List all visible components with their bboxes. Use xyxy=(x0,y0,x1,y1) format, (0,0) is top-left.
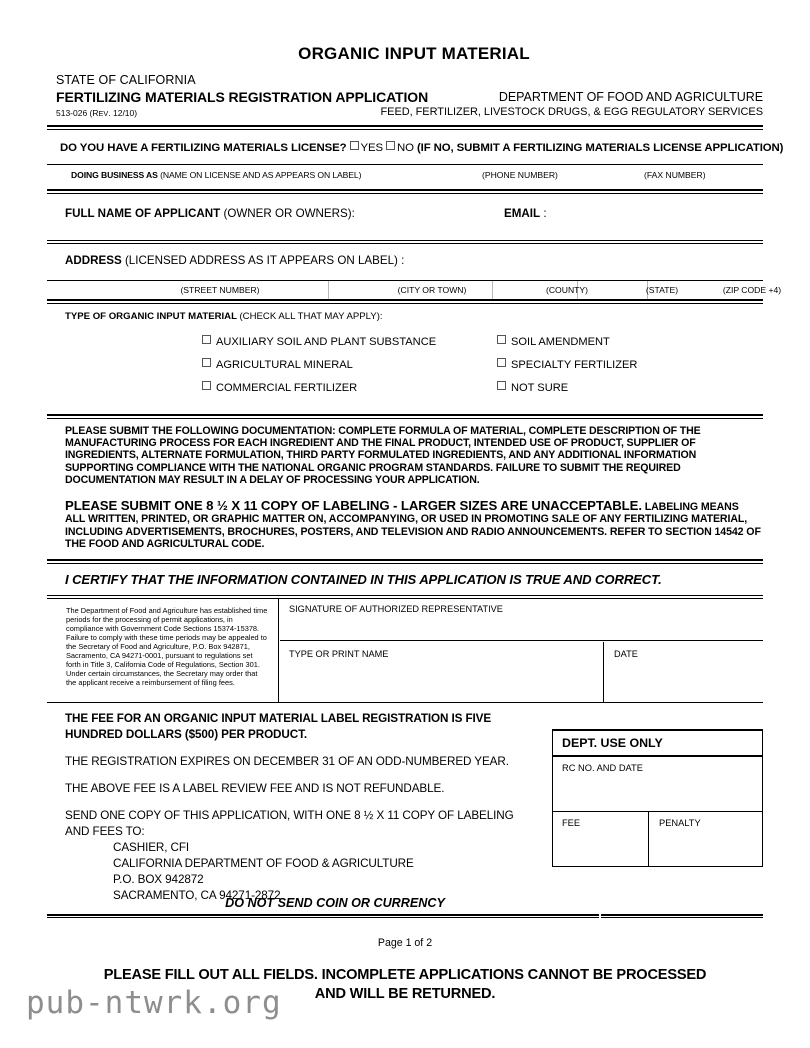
dept-fee-field[interactable] xyxy=(553,812,649,866)
checkbox-material-type-1[interactable] xyxy=(497,335,506,344)
material-type-option-label-1: SOIL AMENDMENT xyxy=(511,335,610,348)
fee-line-refund: THE ABOVE FEE IS A LABEL REVIEW FEE AND IS NOT REFUNDABLE. xyxy=(65,781,445,795)
fee-line-expiration: THE REGISTRATION EXPIRES ON DECEMBER 31 OF AN ODD-NUMBERED YEAR. xyxy=(65,754,509,768)
fax-number-label: (FAX NUMBER) xyxy=(644,170,706,180)
rc-number-label: RC NO. AND DATE xyxy=(562,762,643,773)
material-type-option-label-0: AUXILIARY SOIL AND PLANT SUBSTANCE xyxy=(216,335,437,348)
material-type-option-5[interactable] xyxy=(497,381,568,394)
dept-penalty-label: PENALTY xyxy=(659,817,701,828)
dba-label: DOING BUSINESS AS (NAME ON LICENSE AND AS APPEARS ON LABEL) xyxy=(71,170,362,180)
certification-statement: I CERTIFY THAT THE INFORMATION CONTAINED IN THIS APPLICATION IS TRUE AND CORRECT. xyxy=(65,572,662,587)
license-note: (IF NO, SUBMIT A FERTILIZING MATERIALS LICENSE APPLICATION) xyxy=(416,142,784,154)
checkbox-license-no[interactable] xyxy=(386,141,395,150)
application-title: FERTILIZING MATERIALS REGISTRATION APPLICATION xyxy=(56,89,429,105)
material-type-option-label-2: AGRICULTURAL MINERAL xyxy=(216,358,353,371)
dba-row[interactable] xyxy=(47,165,763,189)
address-column-label-1: (CITY OR TOWN) xyxy=(397,284,467,295)
address-label: ADDRESS (LICENSED ADDRESS AS IT APPEARS ON LABEL) : xyxy=(65,253,405,267)
signature-field[interactable] xyxy=(280,599,763,641)
material-type-option-0[interactable] xyxy=(202,335,436,348)
form-number: 513-026 (REV. 12/10) xyxy=(56,108,138,118)
address-column-label-3: (STATE) xyxy=(645,284,679,295)
material-type-option-label-4: COMMERCIAL FERTILIZER xyxy=(216,381,358,394)
print-name-label: TYPE OR PRINT NAME xyxy=(289,648,389,659)
checkbox-material-type-4[interactable] xyxy=(202,381,211,390)
address-column-label-2: (COUNTY) xyxy=(545,284,588,295)
divider-bottom xyxy=(47,914,763,918)
license-yes-label: YES xyxy=(360,142,383,154)
material-type-option-3[interactable] xyxy=(497,358,637,371)
mail-address-line-0: CASHIER, CFI xyxy=(113,840,190,854)
fee-line-and-fees-to: AND FEES TO: xyxy=(65,824,145,838)
phone-number-label: (PHONE NUMBER) xyxy=(482,170,558,180)
fees-area xyxy=(47,703,763,902)
dept-use-only-title: DEPT. USE ONLY xyxy=(553,731,762,757)
mail-address-line-1: CALIFORNIA DEPARTMENT OF FOOD & AGRICULTURE xyxy=(113,856,414,870)
checkbox-license-yes[interactable] xyxy=(350,141,359,150)
fee-line-send-copy: SEND ONE COPY OF THIS APPLICATION, WITH ONE 8 ½ X 11 COPY OF LABELING xyxy=(65,808,514,822)
header-block xyxy=(47,73,763,125)
applicant-row[interactable] xyxy=(47,194,763,240)
dept-use-only-box xyxy=(552,729,763,867)
license-question-label: DO YOU HAVE A FERTILIZING MATERIALS LICENSE? xyxy=(60,142,347,154)
page-title: ORGANIC INPUT MATERIAL xyxy=(298,44,530,63)
checkbox-material-type-3[interactable] xyxy=(497,358,506,367)
material-type-heading: TYPE OF ORGANIC INPUT MATERIAL (CHECK ALL THAT MAY APPLY): xyxy=(65,310,383,322)
signature-table xyxy=(47,599,763,703)
license-question-row xyxy=(47,130,784,164)
state-line: STATE OF CALIFORNIA xyxy=(56,73,196,87)
applicant-name-label: FULL NAME OF APPLICANT (OWNER OR OWNERS): xyxy=(65,207,355,220)
dept-fee-label: FEE xyxy=(562,817,581,828)
rc-number-field[interactable] xyxy=(553,757,762,812)
labeling-paragraph xyxy=(47,494,763,559)
address-column-divider-0 xyxy=(328,281,329,299)
date-field[interactable] xyxy=(604,642,763,702)
form-sheet xyxy=(47,0,784,1004)
page-number: Page 1 of 2 xyxy=(377,936,433,949)
material-type-option-label-3: SPECIALTY FERTILIZER xyxy=(511,358,638,371)
email-label: EMAIL : xyxy=(504,207,547,220)
do-not-send-notice: DO NOT SEND COIN OR CURRENCY xyxy=(225,895,445,910)
material-type-option-2[interactable] xyxy=(202,358,353,371)
department-name: DEPARTMENT OF FOOD AND AGRICULTURE xyxy=(498,90,763,104)
documentation-paragraph: PLEASE SUBMIT THE FOLLOWING DOCUMENTATION: COMPLETE FORMULA OF MATERIAL, COMPLETE DESCRIPTION OF THE MANUFACTURING PROCESS FOR EACH INGREDIENT AND THE FINAL PRODUCT, INTENDED USE OF PRODUCT, SUPPLIER OF INGREDIENTS, ALTERNATE FORMULATION, THIRD PARTY FORMULATED INGREDIENTS, AND ANY ADDITIONAL INFORMATION SUPPORTING COMPLIANCE WITH THE NATIONAL ORGANIC PROGRAM STANDARDS. FAILURE TO SUBMIT THE REQUIRED DOCUMENTATION MAY RESULT IN A DELAY OF PROCESSING YOUR APPLICATION. xyxy=(65,424,701,487)
date-label: DATE xyxy=(614,648,638,659)
labeling-lead: PLEASE SUBMIT ONE 8 ½ X 11 COPY OF LABELING - LARGER SIZES ARE UNACCEPTABLE. xyxy=(65,497,642,513)
checkbox-material-type-5[interactable] xyxy=(497,381,506,390)
fee-line-1b: HUNDRED DOLLARS ($500) PER PRODUCT. xyxy=(65,727,307,741)
checkbox-material-type-2[interactable] xyxy=(202,358,211,367)
mail-address-line-2: P.O. BOX 942872 xyxy=(113,872,204,886)
mail-address-line-3: SACRAMENTO, CA 94271-2872 xyxy=(113,888,281,902)
fill-all-fields-line2: AND WILL BE RETURNED. xyxy=(314,985,496,1002)
material-type-block xyxy=(47,304,763,414)
material-type-option-label-5: NOT SURE xyxy=(511,381,569,394)
address-column-label-0: (STREET NUMBER) xyxy=(180,284,260,295)
address-subfield-row xyxy=(47,281,782,299)
material-type-option-1[interactable] xyxy=(497,335,610,348)
fill-all-fields-line1: PLEASE FILL OUT ALL FIELDS. INCOMPLETE APPLICATIONS CANNOT BE PROCESSED xyxy=(103,966,707,983)
material-type-option-4[interactable] xyxy=(202,381,357,394)
divider-bottom-line xyxy=(47,914,763,919)
address-column-label-4: (ZIP CODE +4) xyxy=(722,284,782,295)
division-name: FEED, FERTILIZER, LIVESTOCK DRUGS, & EGG REGULATORY SERVICES xyxy=(380,106,763,118)
address-row[interactable] xyxy=(47,244,763,280)
dept-penalty-field[interactable] xyxy=(649,812,762,866)
dept-fee-penalty-row xyxy=(553,812,762,866)
fee-line-1a: THE FEE FOR AN ORGANIC INPUT MATERIAL LABEL REGISTRATION IS FIVE xyxy=(65,711,492,725)
divider-bottom-gap xyxy=(599,914,601,918)
print-name-field[interactable] xyxy=(280,642,604,702)
labeling-body: LABELING MEANS ALL WRITTEN, PRINTED, OR GRAPHIC MATTER ON, ACCOMPANYING, OR USED IN PROMOTING SALE OF ANY FERTILIZING MATERIAL, INCLUDING ADVERTISEMENTS, BROCHURES, POSTERS, AND TELEVISION AND RADIO ANNOUNCEMENTS. REFER TO SECTION 14542 OF THE FOOD AND AGRICULTURAL CODE. xyxy=(65,500,761,551)
license-no-label: NO xyxy=(397,142,414,154)
watermark: pub-ntwrk.org xyxy=(26,985,282,1021)
signature-label: SIGNATURE OF AUTHORIZED REPRESENTATIVE xyxy=(289,603,503,614)
checkbox-material-type-0[interactable] xyxy=(202,335,211,344)
processing-notice: The Department of Food and Agriculture has established time periods for the processing of permit applications, in compliance with Government Code Sections 15374-15378. Failure to comply with these time periods may be appealed to the Secretary of Food and Agriculture, P.O. Box 942871, Sacramento, CA 94271-0001, pursuant to regulations set forth in Title 3, California Code of Regulations, Section 301. Under certain circumstances, the Secretary may order that the applicant receive a reimbursement of filing fees. xyxy=(61,599,279,702)
